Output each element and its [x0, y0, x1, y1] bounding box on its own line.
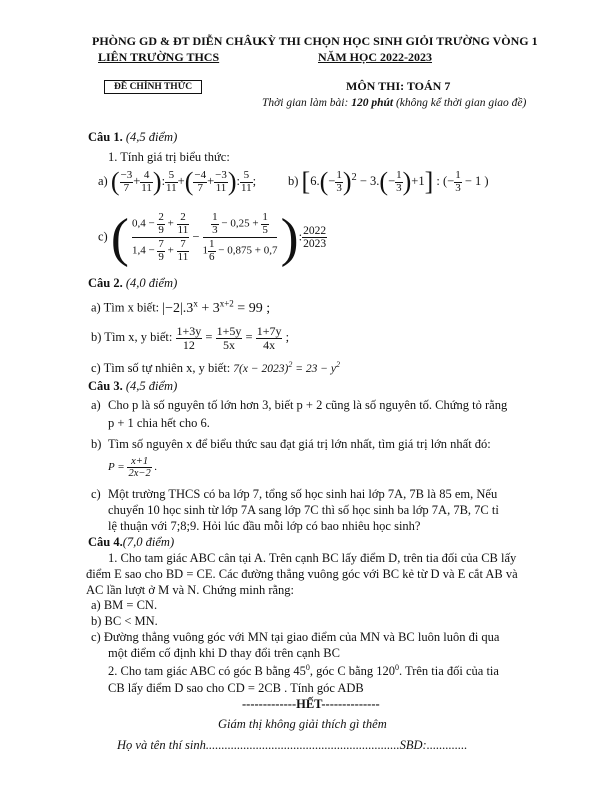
frac: $\frac{-4}{7}$ [194, 169, 207, 194]
q1-expr-b: b) [6.(− $\frac{1}{3}$ )$^2$ − 3.(− $\frac{1}{3}$ )+1] : (− $\frac{1}{3}$ − 1 ) [288, 167, 489, 197]
q3-a-line1: Cho p là số nguyên tố lớn hơn 3, biết p + 2 cũng là số nguyên tố. Chứng tỏ rằng [108, 398, 508, 412]
q3-points: (4,5 điểm) [125, 379, 178, 393]
official-stamp: ĐỀ CHÍNH THỨC [104, 80, 202, 94]
frac: $\frac{1}{3}$ [396, 169, 402, 194]
time-post: (không kể thời gian giao đề) [393, 97, 527, 109]
paren: ( [110, 207, 129, 268]
paren: ) [280, 207, 299, 268]
end-marker: -------------HẾT-------------- [242, 697, 380, 711]
q2-a: a) Tìm x biết: $|-2|.3^x + 3^{x+2} = 99$ ; [91, 298, 271, 316]
time-value: 120 phút [351, 97, 394, 109]
q3-a-line2: p + 1 chia hết cho 6. [108, 416, 210, 430]
q1-title: Câu 1. [88, 130, 123, 144]
q4-p1-line2: điểm E sao cho BD = CE. Các đường thẳng vuông góc với BC kẻ từ D và E cắt AB và [86, 567, 518, 581]
q3-a-label: a) [91, 398, 101, 412]
q2-title: Câu 2. [88, 276, 123, 290]
q1-expr-a: a) ( $\frac{-3}{7}$ + $\frac{4}{11}$ ): $\frac{5}{11}$ +( $\frac{-4}{7}$ + $\frac{-3}{11}$ ): $\frac{5}{11}$ ; [98, 167, 257, 197]
q4-p1-line1: 1. Cho tam giác ABC cân tại A. Trên cạnh BC lấy điểm D, trên tia đối của CB lấy [108, 551, 517, 565]
q4-p2-b: , góc C bằng 120 [309, 664, 395, 679]
q3-heading [88, 379, 177, 394]
frac: $\frac{1}{3}$ [455, 169, 461, 194]
frac: $\frac{5}{11}$ [241, 169, 252, 194]
bracket: ] [424, 167, 434, 197]
proctor-note: Giám thị không giải thích gì thêm [218, 717, 387, 731]
time-pre: Thời gian làm bài: [262, 97, 352, 109]
q2-b: b) Tìm x, y biết: $\frac{1+3y}{12}$ = $\frac{1+5y}{5x}$ = $\frac{1+7y}{4x}$ ; [91, 324, 290, 352]
q2-heading [88, 276, 177, 291]
q3-b-label: b) [91, 437, 102, 451]
time-limit [262, 97, 526, 109]
q1-a-label: a) [98, 173, 108, 188]
q1-item1: 1. Tính giá trị biểu thức: [108, 150, 230, 164]
paren: ) [402, 167, 412, 197]
q1-expr-c: c) ( 0,4 − $\frac{2}{9}$ + $\frac{2}{11}$ 1,4 − $\frac{7}{9}$ + $\frac{7}{11}$ − $\frac{1}{3}$ − 0,25 + $\frac{1}{5}$ 1 $\frac{1}{6}$ − 0,875 + 0,7 ): $\frac{2022}{2023}$ [98, 207, 327, 268]
q2-points: (4,0 điểm) [125, 276, 178, 290]
q4-c-line1: c) Đường thẳng vuông góc với MN tại giao điểm của MN và BC luôn luôn đi qua [91, 630, 500, 644]
paren: ( [379, 167, 389, 197]
q4-p1-line3: AC lần lượt ở M và N. Chứng minh rằng: [86, 583, 295, 597]
q3-c-label: c) [91, 487, 101, 501]
q3-c-line3: lệ thuận với 7;8;9. Hỏi lúc đầu mỗi lớp có bao nhiêu học sinh? [108, 519, 421, 533]
exam-title: KỲ THI CHỌN HỌC SINH GIỎI TRƯỜNG VÒNG 1 [258, 34, 538, 48]
q3-b-line1: Tìm số nguyên x để biểu thức sau đạt giá trị lớn nhất, tìm giá trị lớn nhất đó: [108, 437, 491, 451]
q4-title: Câu 4. [88, 535, 123, 549]
q3-b-expr: P = $\frac{x+1}{2x-2}$ . [108, 456, 158, 480]
frac: $\frac{2022}{2023}$ [303, 225, 327, 251]
department-name: PHÒNG GD & ĐT DIỄN CHÂU [92, 34, 261, 48]
q1-c-label: c) [98, 229, 108, 244]
q4-c-line2: một điểm cố định khi D thay đổi trên cạnh BC [108, 646, 340, 660]
school-year: NĂM HỌC 2022-2023 [318, 50, 432, 64]
candidate-name-line: Họ và tên thí sinh..............................................................SBD:............. [117, 738, 468, 752]
q4-points: (7,0 điểm) [122, 535, 175, 549]
subject: MÔN THI: TOÁN 7 [346, 79, 451, 93]
q1-heading [88, 130, 177, 145]
q3-c-line1: Một trường THCS có ba lớp 7, tổng số học sinh hai lớp 7A, 7B là 85 em, Nếu [108, 487, 498, 501]
q1-b-label: b) [288, 173, 299, 188]
frac: $\frac{5}{11}$ [166, 169, 177, 194]
paren: ) [227, 167, 237, 197]
paren: ) [342, 167, 352, 197]
school-name: LIÊN TRƯỜNG THCS [98, 50, 220, 64]
paren: ( [110, 167, 120, 197]
q3-title: Câu 3. [88, 379, 123, 393]
q2-c-label: c) Tìm số tự nhiên x, y biết: [91, 360, 231, 375]
q4-p2-a: 2. Cho tam giác ABC có góc B bằng 45 [108, 664, 306, 679]
frac: $\frac{1}{3}$ [336, 169, 342, 194]
q1-points: (4,5 điểm) [125, 130, 178, 144]
paren: ( [184, 167, 194, 197]
q3-c-line2: chuyển 10 học sinh từ lớp 7A sang lớp 7C thì số học sinh ba lớp 7A, 7B, 7C tỉ [108, 503, 499, 517]
q4-b: b) BC < MN. [91, 614, 158, 628]
paren: ) [152, 167, 162, 197]
q4-heading [88, 535, 174, 550]
q2-a-label: a) Tìm x biết: [91, 300, 160, 315]
frac: $\frac{-3}{11}$ [215, 169, 227, 194]
q4-p2-line1: 2. Cho tam giác ABC có góc B bằng $45^0$, góc C bằng $120^0$. Trên tia đối của tia [108, 663, 499, 679]
paren: ( [319, 167, 329, 197]
q4-p2-c: . Trên tia đối của tia [398, 664, 499, 679]
q4-a: a) BM = CN. [91, 598, 158, 612]
q2-c: c) Tìm số tự nhiên x, y biết: $7(x - 2023)^2 = 23 - y^2$ [91, 360, 340, 375]
frac: $\frac{-3}{7}$ [120, 169, 133, 194]
q2-b-label: b) Tìm x, y biết: [91, 329, 173, 344]
q4-p2-line2: CB lấy điểm D sao cho CD = 2CB . Tính góc ADB [108, 681, 364, 695]
frac: $\frac{4}{11}$ [141, 169, 152, 194]
bracket: [ [301, 167, 311, 197]
